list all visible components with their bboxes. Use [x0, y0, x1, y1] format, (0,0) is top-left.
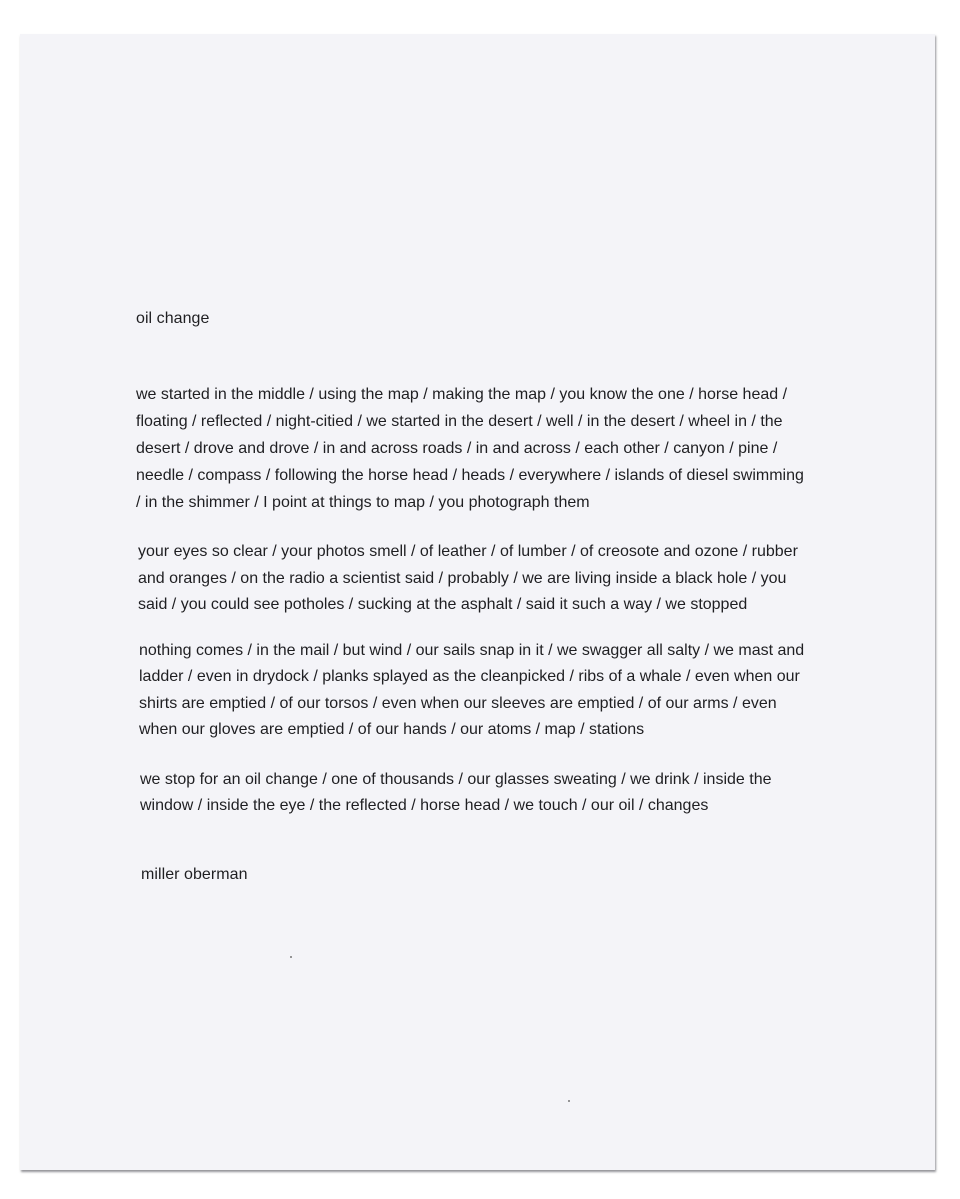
poem-author: miller oberman [141, 866, 248, 883]
stanza-line: nothing comes / in the mail / but wind / our sails snap in it / we swagger all salty / we mast and [139, 642, 805, 659]
stanza-1 [136, 381, 804, 516]
paper-speck [568, 1100, 570, 1102]
stanza-line: we stop for an oil change / one of thousands / our glasses sweating / we drink / inside the [140, 771, 772, 788]
stanza-line: your eyes so clear / your photos smell / of leather / of lumber / of creosote and ozone / rubber [138, 543, 798, 560]
stanza-line: / in the shimmer / I point at things to map / you photograph them [136, 494, 590, 511]
poem-title: oil change [136, 310, 210, 327]
stanza-line: floating / reflected / night-citied / we started in the desert / well / in the desert / wheel in / the [136, 413, 783, 430]
stanza-line: said / you could see potholes / sucking at the asphalt / said it such a way / we stopped [138, 596, 748, 613]
stanza-3 [139, 638, 804, 743]
stanza-line: and oranges / on the radio a scientist said / probably / we are living inside a black hole / you [138, 569, 787, 587]
stanza-line: ladder / even in drydock / planks splayed as the cleanpicked / ribs of a whale / even when our [139, 668, 800, 686]
stanza-line: shirts are emptied / of our torsos / even when our sleeves are emptied / of our arms / even [139, 694, 777, 712]
stanza-2 [138, 539, 798, 619]
stanza-line: window / inside the eye / the reflected / horse head / we touch / our oil / changes [140, 797, 709, 814]
stanza-4 [140, 767, 771, 819]
stanza-line: when our gloves are emptied / of our hands / our atoms / map / stations [139, 720, 645, 738]
paper-speck [290, 956, 292, 958]
paper-sheet [20, 34, 935, 1170]
stanza-line: needle / compass / following the horse head / heads / everywhere / islands of diesel swimming [136, 467, 804, 484]
stanza-line: desert / drove and drove / in and across roads / in and across / each other / canyon / pine / [136, 440, 778, 457]
stanza-line: we started in the middle / using the map / making the map / you know the one / horse head / [136, 386, 788, 403]
